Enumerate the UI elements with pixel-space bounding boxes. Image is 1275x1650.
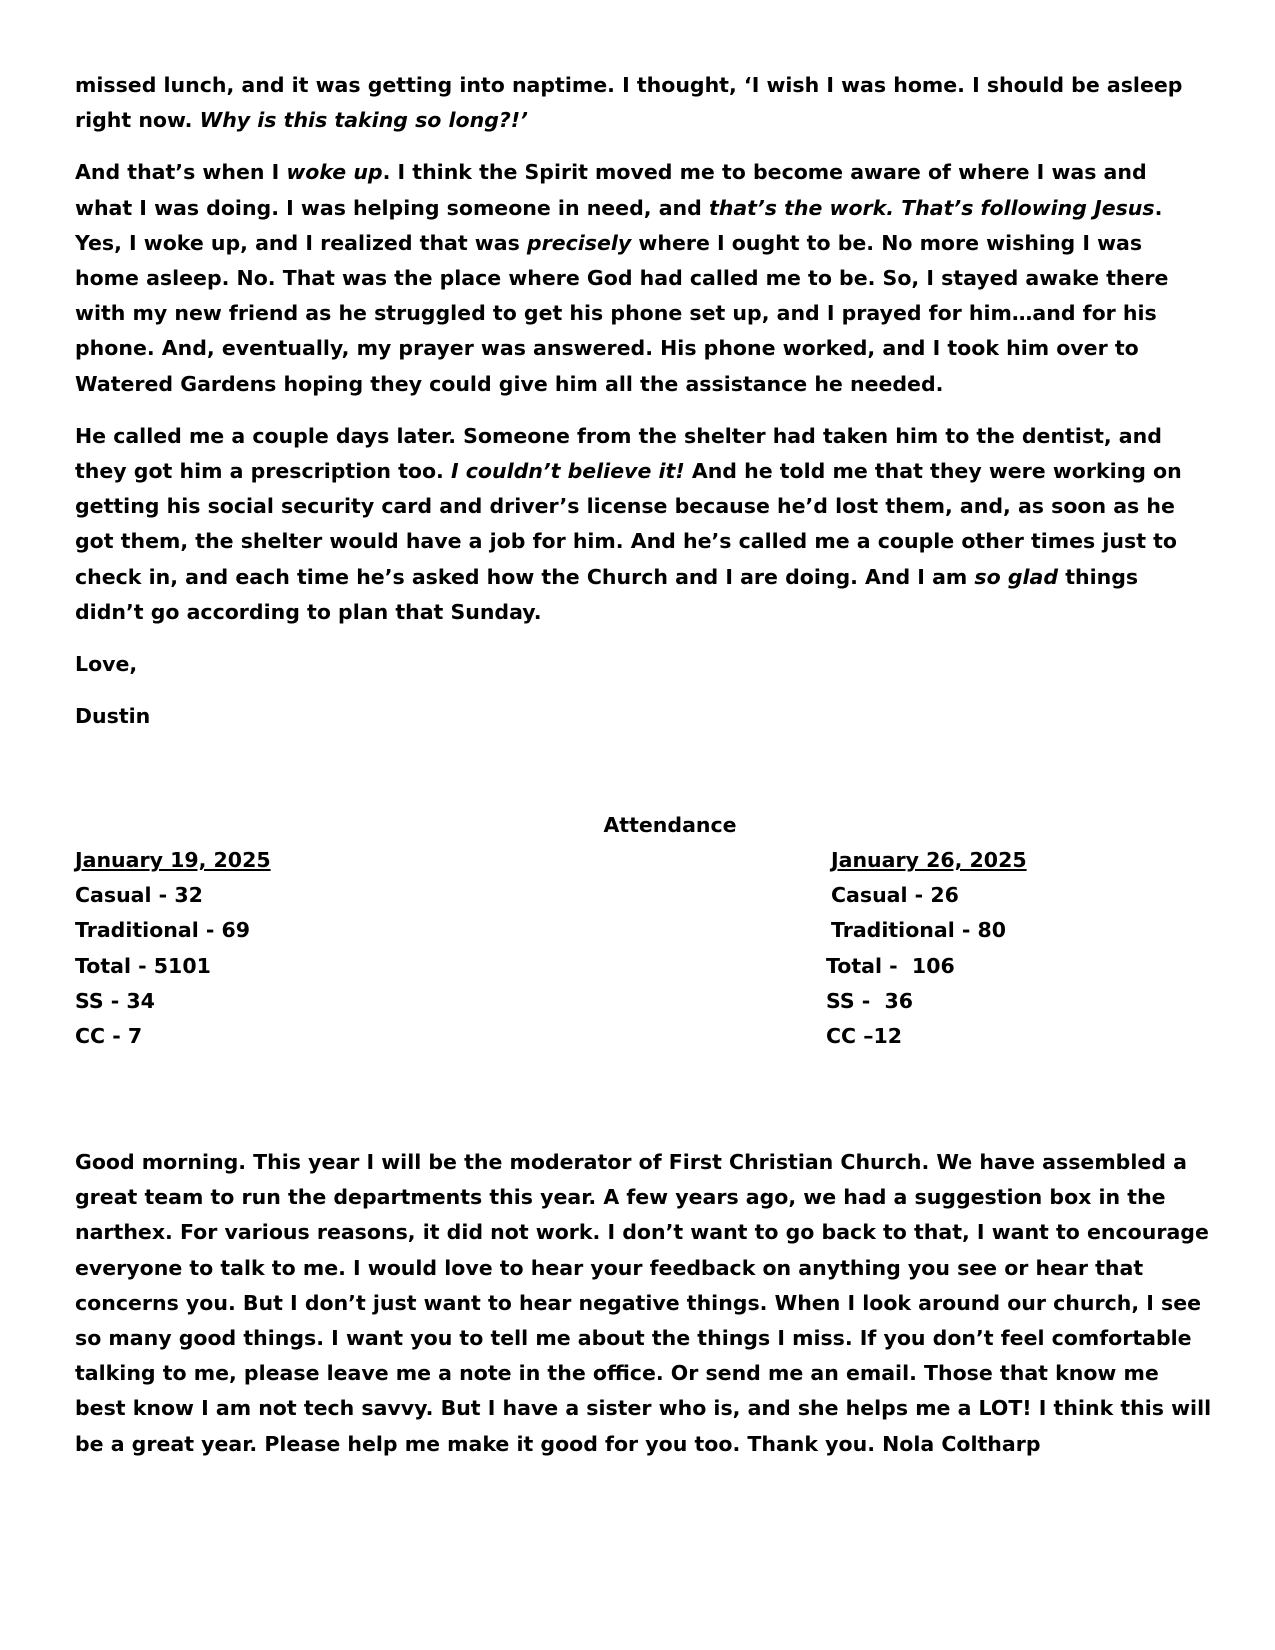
letter-paragraph-3 — [75, 419, 1205, 630]
letter-paragraph-1 — [75, 68, 1205, 138]
attendance-casual: Casual - 26 — [831, 883, 959, 908]
text-run: . I think the Spirit moved me to become aware of where I was and what I was doing. I was helping someone in need, and — [75, 160, 1147, 220]
attendance-casual: Casual - 32 — [75, 883, 203, 908]
attendance-total: Total - 106 — [826, 953, 955, 978]
attendance-ss: SS - 34 — [75, 988, 155, 1013]
emphasis-text: woke up — [286, 160, 383, 185]
letter-signature: Dustin — [75, 704, 151, 729]
attendance-date: January 19, 2025 — [75, 848, 271, 872]
attendance-section — [75, 808, 1205, 1049]
emphasis-text: precisely — [526, 230, 632, 255]
attendance-total: Total - 5101 — [75, 953, 211, 978]
emphasis-text: I couldn’t believe it! — [450, 459, 685, 484]
attendance-cc: CC –12 — [826, 1024, 903, 1049]
text-run: things didn’t go according to plan that Sunday. — [75, 564, 1139, 624]
attendance-column-jan-19 — [75, 843, 271, 1054]
text-run: where I ought to be. No more wishing I was home asleep. No. That was the place where God had called me to be. So, I stayed awake there with my new friend as he struggled to get his phone set up, and I prayed for him…and for his phone. And, eventually, my prayer was answered. His phone worked, and I took him over to Watered Gardens hoping they could give him all the assistance he needed. — [75, 230, 1169, 396]
attendance-traditional: Traditional - 80 — [831, 918, 1007, 943]
attendance-date: January 26, 2025 — [831, 848, 1027, 872]
moderator-note: Good morning. This year I will be the moderator of First Christian Church. We have assembled a great team to run the departments this year. A few years ago, we had a suggestion box in the narthex. For various reasons, it did not work. I don’t want to go back to that, I want to encourage everyone to talk to me. I would love to hear your feedback on anything you see or hear that concerns you. But I don’t just want to hear negative things. When I look around our church, I see so many good things. I want you to tell me about the things I miss. If you don’t feel comfortable talking to me, please leave me a note in the office. Or send me an email. Those that know me best know I am not tech savvy. But I have a sister who is, and she helps me a LOT! I think this will be a great year. Please help me make it good for you too. Thank you. Nola Coltharp — [75, 1150, 1212, 1456]
attendance-cc: CC - 7 — [75, 1024, 143, 1049]
attendance-ss: SS - 36 — [826, 988, 914, 1013]
text-run: missed lunch, and it was getting into naptime. I thought, ‘I wish I was home. I should be asleep right now. — [75, 73, 1183, 133]
letter — [75, 68, 1205, 751]
emphasis-text: Why is this taking so long?!’ — [199, 108, 528, 133]
emphasis-text: that’s the work. That’s following Jesus — [708, 195, 1155, 220]
letter-paragraph-2 — [75, 155, 1205, 401]
attendance-traditional: Traditional - 69 — [75, 918, 251, 943]
text-run: And that’s when I — [75, 160, 287, 185]
text-run: He called me a couple days later. Someone from the shelter had taken him to the dentist, and they got him a prescription too. — [75, 423, 1162, 484]
text-run: . Yes, I woke up, and I realized that was — [75, 195, 1163, 255]
letter-closing: Love, — [75, 652, 138, 677]
attendance-column-jan-26 — [826, 843, 1027, 1054]
text-run: And he told me that they were working on getting his social security card and driver’s license because he’d lost them, and, as soon as he got them, the shelter would have a job for him. And he’s called me a couple other times just to check in, and each time he’s asked how the Church and I are doing. And I am — [75, 459, 1182, 589]
attendance-title: Attendance — [603, 813, 737, 837]
emphasis-text: so glad — [974, 564, 1059, 589]
